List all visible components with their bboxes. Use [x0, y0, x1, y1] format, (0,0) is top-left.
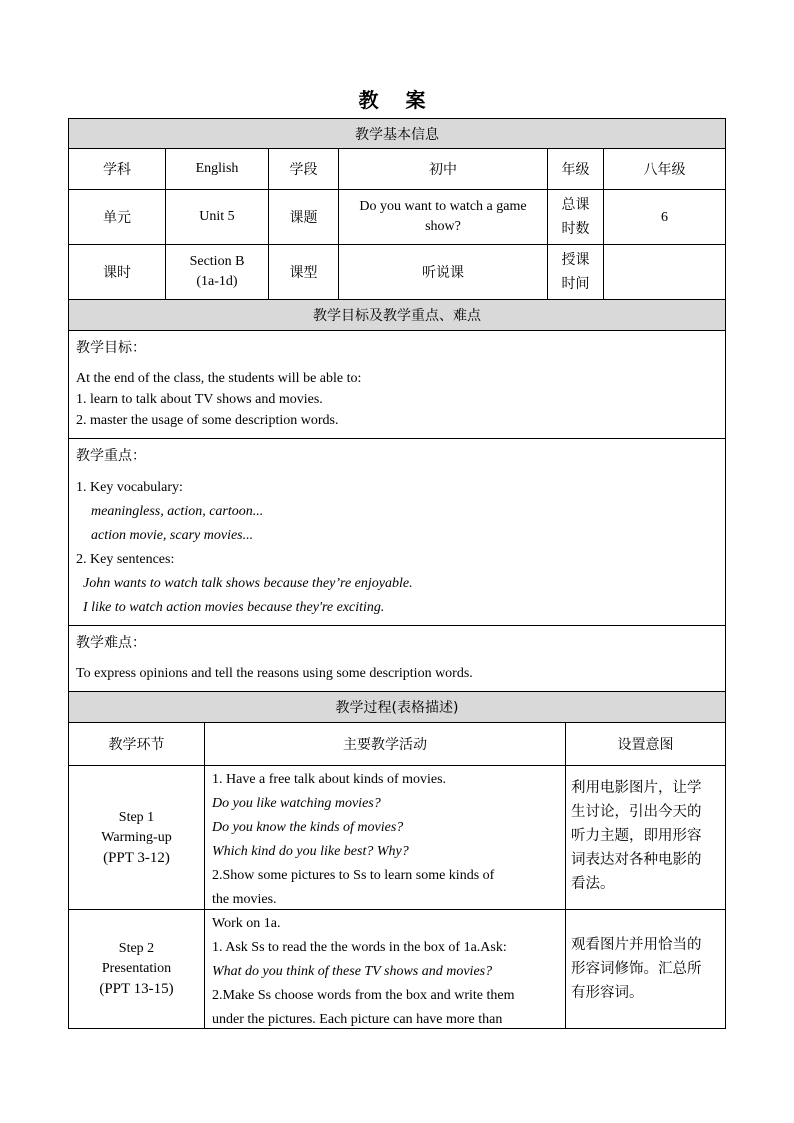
grade-label: 年级	[547, 148, 604, 190]
intent-line: 生讨论，引出今天的	[571, 804, 702, 820]
step2-activities-cell	[204, 909, 566, 1029]
period-label: 课时	[68, 244, 166, 300]
activity-line: under the pictures. Each picture can have more than	[212, 1012, 503, 1027]
step-stage: Warming-up	[101, 829, 172, 845]
subject-value: English	[165, 148, 269, 190]
teaching-time-label: 授课 时间	[547, 244, 604, 300]
step-name: Step 1	[118, 809, 155, 825]
activity-line: 1. Have a free talk about kinds of movies.	[212, 772, 447, 787]
intent-line: 有形容词。	[571, 985, 644, 1001]
step2-intent-cell	[565, 909, 726, 1029]
activity-line: What do you think of these TV shows and movies?	[212, 964, 493, 979]
intent-line: 词表达对各种电影的	[571, 852, 702, 868]
topic-label: 课题	[268, 189, 339, 245]
activity-line: Do you like watching movies?	[212, 796, 381, 811]
step-stage: Presentation	[101, 961, 172, 976]
activity-line: Do you know the kinds of movies?	[212, 820, 404, 835]
key-sentences-label: 2. Key sentences:	[76, 552, 175, 567]
document-title: 教 案	[358, 88, 436, 112]
intent-line: 看法。	[571, 876, 615, 892]
activity-line: Which kind do you like best? Why?	[212, 844, 409, 859]
intent-line: 观看图片并用恰当的	[571, 937, 702, 953]
goals-header: 教学目标及教学重点、难点	[68, 299, 726, 331]
intent-line: 听力主题，即用形容	[571, 828, 702, 844]
stage-value: 初中	[338, 148, 548, 190]
unit-label: 单元	[68, 189, 166, 245]
teaching-time-value	[603, 244, 726, 300]
total-hours-value: 6	[603, 189, 726, 245]
column-header-intent: 设置意图	[565, 722, 726, 766]
stage-label: 学段	[268, 148, 339, 190]
objective-line: At the end of the class, the students will be able to:	[76, 371, 362, 386]
step1-stage-cell	[68, 765, 205, 910]
activity-line: Work on 1a.	[212, 916, 281, 931]
grade-value: 八年级	[603, 148, 726, 190]
difficulty-line: To express opinions and tell the reasons using some description words.	[76, 666, 473, 681]
subject-label: 学科	[68, 148, 166, 190]
objective-line: 2. master the usage of some description words.	[76, 413, 339, 428]
key-points-section	[68, 438, 726, 626]
intent-line: 利用电影图片，让学	[571, 780, 702, 796]
step1-activities-cell	[204, 765, 566, 910]
activity-line: the movies.	[212, 892, 277, 907]
step1-intent-cell	[565, 765, 726, 910]
key-points-heading: 教学重点：	[76, 448, 146, 464]
activity-line: 2.Make Ss choose words from the box and write them	[212, 988, 515, 1003]
difficulty-section	[68, 625, 726, 692]
key-vocab-line: meaningless, action, cartoon...	[91, 504, 264, 519]
column-header-activities: 主要教学活动	[204, 722, 566, 766]
activity-line: 1. Ask Ss to read the the words in the box of 1a.Ask:	[212, 940, 507, 955]
key-vocab-line: action movie, scary movies...	[91, 528, 254, 543]
total-hours-label: 总课 时数	[547, 189, 604, 245]
lesson-type-label: 课型	[268, 244, 339, 300]
key-sentence-line: John wants to watch talk shows because they’re enjoyable.	[83, 576, 413, 591]
step2-stage-cell	[68, 909, 205, 1029]
key-sentence-line: I like to watch action movies because they're exciting.	[83, 600, 385, 615]
lesson-type-value: 听说课	[338, 244, 548, 300]
step-ppt-range: (PPT 13-15)	[99, 981, 174, 997]
objectives-heading: 教学目标：	[76, 340, 146, 356]
difficulty-heading: 教学难点：	[76, 635, 146, 651]
column-header-stage: 教学环节	[68, 722, 205, 766]
step-ppt-range: (PPT 3-12)	[103, 849, 170, 866]
period-value: Section B (1a-1d)	[165, 244, 269, 300]
key-vocab-label: 1. Key vocabulary:	[76, 480, 183, 495]
topic-value: Do you want to watch a game show?	[338, 189, 548, 245]
objective-line: 1. learn to talk about TV shows and movies.	[76, 392, 323, 407]
step-name: Step 2	[118, 941, 155, 956]
intent-line: 形容词修饰。汇总所	[571, 961, 702, 977]
basic-info-header: 教学基本信息	[68, 118, 726, 149]
activity-line: 2.Show some pictures to Ss to learn some kinds of	[212, 868, 495, 883]
process-header: 教学过程(表格描述)	[68, 691, 726, 723]
unit-value: Unit 5	[165, 189, 269, 245]
objectives-section	[68, 330, 726, 439]
